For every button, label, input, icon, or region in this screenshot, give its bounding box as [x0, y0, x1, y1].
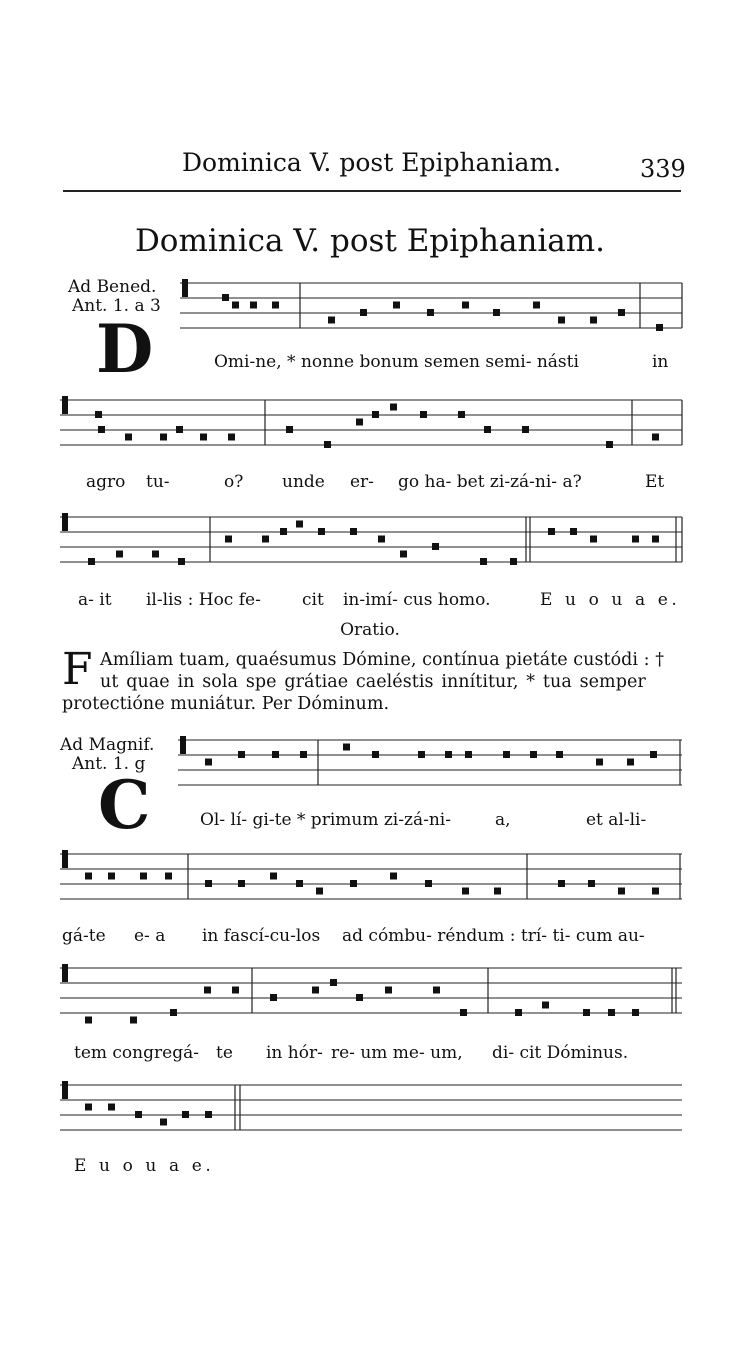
neume-note	[542, 1002, 549, 1009]
lyric-line: E u o u a e.	[540, 590, 681, 610]
neume-note	[350, 528, 357, 535]
neume-note	[238, 751, 245, 758]
neume-note	[372, 411, 379, 418]
neume-note	[458, 411, 465, 418]
lyric-line: unde	[282, 472, 325, 492]
neume-note	[280, 528, 287, 535]
neume-note	[590, 317, 597, 324]
neume-note	[632, 536, 639, 543]
neume-note	[618, 309, 625, 316]
neume-note	[318, 528, 325, 535]
neume-note	[390, 873, 397, 880]
neume-note	[88, 558, 95, 565]
neume-note	[632, 1009, 639, 1016]
neume-note	[530, 751, 537, 758]
neume-note	[98, 426, 105, 433]
neume-note	[270, 873, 277, 880]
page-number: 339	[640, 155, 686, 183]
neume-note	[170, 1009, 177, 1016]
neume-note	[522, 426, 529, 433]
neume-note	[312, 987, 319, 994]
neume-note	[238, 880, 245, 887]
neume-note	[618, 888, 625, 895]
neume-note	[343, 744, 350, 751]
neume-note	[590, 536, 597, 543]
neume-note	[400, 551, 407, 558]
neume-note	[432, 543, 439, 550]
neume-note	[606, 441, 613, 448]
antiphon1-label-line1: Ad Bened.	[68, 277, 157, 297]
neume-note	[205, 759, 212, 766]
neume-note	[232, 987, 239, 994]
staff-4	[178, 736, 682, 785]
lyric-line: in fascí-cu-los	[202, 926, 321, 946]
neume-note	[160, 434, 167, 441]
neume-note	[85, 873, 92, 880]
neume-note	[250, 302, 257, 309]
neume-note	[272, 302, 279, 309]
neume-note	[460, 1009, 467, 1016]
neume-note	[135, 1111, 142, 1118]
c-clef-icon	[62, 1081, 68, 1099]
c-clef-icon	[180, 736, 186, 754]
neume-note	[232, 302, 239, 309]
antiphon2-label-line2: Ant. 1. g	[72, 754, 146, 774]
neume-note	[160, 1119, 167, 1126]
staff-6	[60, 964, 682, 1024]
neume-note	[286, 426, 293, 433]
neume-note	[152, 551, 159, 558]
neume-note	[570, 528, 577, 535]
c-clef-icon	[62, 850, 68, 868]
neume-note	[130, 1017, 137, 1024]
neume-note	[272, 751, 279, 758]
neume-note	[558, 317, 565, 324]
neume-note	[296, 521, 303, 528]
antiphon2-initial: C	[98, 766, 151, 844]
neume-note	[652, 888, 659, 895]
neume-note	[493, 309, 500, 316]
neume-note	[356, 419, 363, 426]
neume-note	[652, 434, 659, 441]
neume-note	[262, 536, 269, 543]
neume-note	[656, 324, 663, 331]
neume-note	[85, 1104, 92, 1111]
lyric-line: go ha- bet zi-zá-ni- a?	[398, 472, 582, 492]
lyric-line: te	[216, 1043, 233, 1063]
neume-note	[182, 1111, 189, 1118]
neume-note	[558, 880, 565, 887]
neume-note	[385, 987, 392, 994]
neume-note	[608, 1009, 615, 1016]
lyric-line: ad cómbu- réndum : trí- ti- cum au-	[342, 926, 645, 946]
neume-note	[510, 558, 517, 565]
neume-note	[140, 873, 147, 880]
neume-note	[533, 302, 540, 309]
neume-note	[596, 759, 603, 766]
lyric-line: et al-li-	[586, 810, 647, 830]
neume-note	[503, 751, 510, 758]
lyric-line: Et	[645, 472, 665, 492]
lyric-line: in	[652, 352, 669, 372]
neume-note	[205, 880, 212, 887]
neume-note	[178, 558, 185, 565]
neume-note	[548, 528, 555, 535]
neume-note	[108, 873, 115, 880]
neume-note	[420, 411, 427, 418]
lyric-line: Ol- lí- gi-te * primum zi-zá-ni-	[200, 810, 451, 830]
neume-note	[200, 434, 207, 441]
c-clef-icon	[62, 513, 68, 531]
neume-note	[515, 1009, 522, 1016]
oratio-line: protectióne muniátur. Per Dóminum.	[62, 694, 390, 714]
lyric-line: in-imí- cus homo.	[343, 590, 491, 610]
neume-note	[588, 880, 595, 887]
neume-note	[116, 551, 123, 558]
neume-note	[484, 426, 491, 433]
neume-note	[390, 404, 397, 411]
neume-note	[556, 751, 563, 758]
lyric-line: a- it	[78, 590, 112, 610]
neume-note	[300, 751, 307, 758]
neume-note	[425, 880, 432, 887]
lyric-line: Omi-ne, * nonne bonum semen semi- násti	[214, 352, 579, 372]
neume-note	[316, 888, 323, 895]
neume-note	[652, 536, 659, 543]
lyric-line: o?	[224, 472, 244, 492]
neume-note	[462, 888, 469, 895]
neume-note	[330, 979, 337, 986]
neume-note	[328, 317, 335, 324]
neume-note	[583, 1009, 590, 1016]
lyric-line: cit	[302, 590, 324, 610]
neume-note	[462, 302, 469, 309]
header-rule	[63, 190, 681, 192]
lyric-line: a,	[495, 810, 511, 830]
lyric-line: di- cit Dóminus.	[492, 1043, 629, 1063]
neume-note	[480, 558, 487, 565]
neume-note	[494, 888, 501, 895]
neume-note	[225, 536, 232, 543]
neume-note	[165, 873, 172, 880]
neume-note	[95, 411, 102, 418]
neume-note	[125, 434, 132, 441]
oratio-initial: F	[62, 644, 93, 695]
neume-note	[465, 751, 472, 758]
lyric-line: re- um me- um,	[331, 1043, 463, 1063]
antiphon2-label-line1: Ad Magnif.	[60, 735, 155, 755]
page-title: Dominica V. post Epiphaniam.	[134, 223, 606, 259]
neume-note	[85, 1017, 92, 1024]
antiphon1-initial: D	[96, 310, 154, 388]
lyric-line: gá-te	[62, 926, 106, 946]
c-clef-icon	[62, 396, 68, 414]
staff-3	[60, 513, 682, 565]
oratio-line: Amíliam tuam, quaésumus Dómine, contínua pietáte custódi : †	[100, 650, 665, 670]
staff-2	[60, 396, 682, 448]
neume-note	[627, 759, 634, 766]
lyric-line: in hór-	[266, 1043, 323, 1063]
c-clef-icon	[182, 279, 188, 297]
oratio-line: ut quae in sola spe grátiae caeléstis innítitur, * tua semper	[100, 672, 646, 692]
staff-1	[180, 279, 682, 331]
neume-note	[176, 426, 183, 433]
neume-note	[372, 751, 379, 758]
neume-note	[360, 309, 367, 316]
neume-note	[433, 987, 440, 994]
neume-note	[270, 994, 277, 1001]
neume-note	[393, 302, 400, 309]
neume-note	[650, 751, 657, 758]
neume-note	[296, 880, 303, 887]
lyric-line: il-lis : Hoc fe-	[146, 590, 261, 610]
lyric-line: er-	[350, 472, 374, 492]
neume-note	[445, 751, 452, 758]
lyric-line: tu-	[146, 472, 170, 492]
neume-note	[378, 536, 385, 543]
neume-note	[108, 1104, 115, 1111]
running-title: Dominica V. post Epiphaniam.	[182, 148, 562, 177]
c-clef-icon	[62, 964, 68, 982]
neume-note	[205, 1111, 212, 1118]
oratio-heading: Oratio.	[340, 620, 400, 640]
staff-5	[60, 850, 682, 899]
neume-note	[228, 434, 235, 441]
lyric-line: E u o u a e.	[74, 1156, 215, 1176]
antiphon1-label-line2: Ant. 1. a 3	[72, 296, 161, 316]
neume-note	[350, 880, 357, 887]
neume-note	[418, 751, 425, 758]
neume-note	[324, 441, 331, 448]
neume-note	[356, 994, 363, 1001]
neume-note	[222, 294, 229, 301]
lyric-line: agro	[86, 472, 126, 492]
lyric-line: tem congregá-	[74, 1043, 199, 1063]
lyric-line: e- a	[134, 926, 166, 946]
staff-7	[60, 1081, 682, 1130]
neume-note	[427, 309, 434, 316]
neume-note	[204, 987, 211, 994]
